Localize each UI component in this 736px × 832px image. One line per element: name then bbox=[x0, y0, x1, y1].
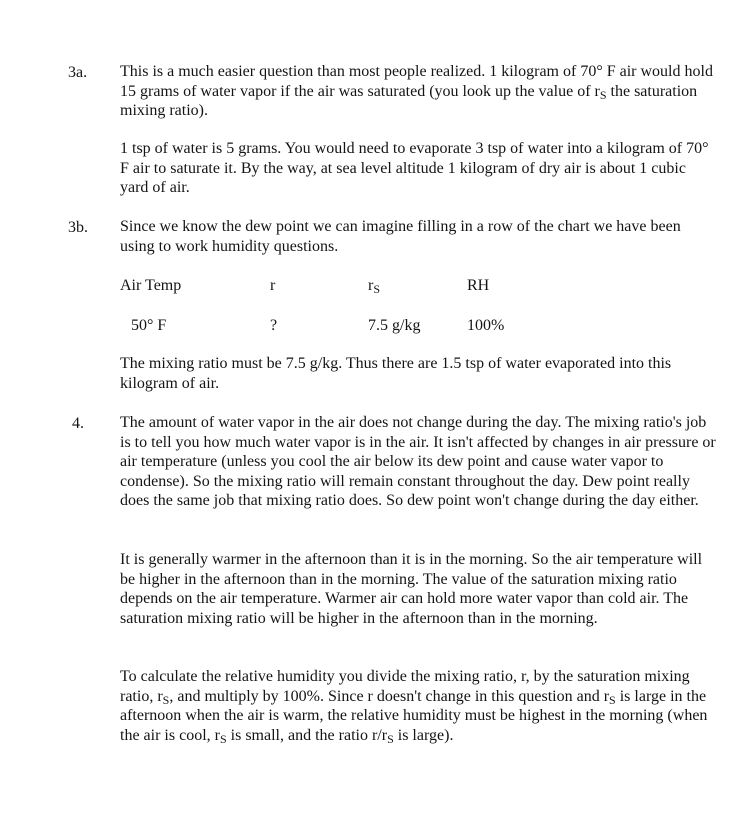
answer-4-p3-text-3: is large in the afternoon when the air is warm, the relative humidity must be highest in the morning (when the air is cool, r bbox=[120, 687, 708, 744]
answer-4-p3-text-4: is small, and the ratio r/r bbox=[226, 726, 388, 744]
answer-3a-p1-text: This is a much easier question than most people realized. 1 kilogram of 70° F air would hold 15 grams of water vapor if the air was saturated (you look up the value of r bbox=[120, 63, 713, 100]
answer-3b-paragraph-2: The mixing ratio must be 7.5 g/kg. Thus there are 1.5 tsp of water evaporated into this kilogram of air. bbox=[120, 355, 672, 392]
rs-subscript: S bbox=[387, 731, 394, 746]
rs-subscript: S bbox=[162, 692, 170, 707]
rs-subscript: S bbox=[599, 87, 607, 102]
answer-3a-p1-text-end: the saturation mixing ratio). bbox=[120, 82, 698, 119]
answer-4-p3-text-2: , and multiply by 100%. Since r doesn't change in this question and r bbox=[169, 687, 610, 705]
cell-rh: 100% bbox=[467, 317, 505, 334]
answer-3b-paragraph-1: Since we know the dew point we can imagine filling in a row of the chart we have been using to work humidity questions. bbox=[120, 218, 681, 255]
header-rs-subscript: S bbox=[373, 282, 381, 296]
question-number-4: 4. bbox=[72, 415, 84, 432]
header-air-temp: Air Temp bbox=[120, 277, 182, 294]
answer-3a-paragraph-2: 1 tsp of water is 5 grams. You would need to evaporate 3 tsp of water into a kilogram of 70° F air to saturate it. By the way, at sea level altitude 1 kilogram of dry air is about 1 cubic yard of air. bbox=[120, 140, 709, 196]
answer-3a-paragraph-1 bbox=[120, 62, 716, 121]
rs-subscript: S bbox=[219, 731, 227, 746]
header-r: r bbox=[270, 277, 276, 294]
header-rs-base: r bbox=[368, 277, 374, 294]
answer-4-p3-text-1: To calculate the relative humidity you divide the mixing ratio, r, by the saturation mixing ratio, r bbox=[120, 668, 690, 705]
header-rs bbox=[368, 276, 380, 295]
question-number-3b: 3b. bbox=[68, 219, 88, 236]
cell-rs: 7.5 g/kg bbox=[368, 317, 421, 334]
rs-subscript: S bbox=[609, 692, 616, 707]
answer-4-paragraph-1: The amount of water vapor in the air does not change during the day. The mixing ratio's job is to tell you how much water vapor is in the air. It isn't affected by changes in air pressure or air temperature (unless you cool the air below its dew point and cause water vapor to condense). So the mixing ratio will remain constant throughout the day. Dew point really does the same job that mixing ratio does. So dew point won't change during the day either. bbox=[120, 414, 716, 509]
question-number-3a: 3a. bbox=[68, 64, 88, 81]
answer-4-paragraph-3 bbox=[120, 667, 716, 745]
answer-4-paragraph-2: It is generally warmer in the afternoon than it is in the morning. So the air temperature will be higher in the afternoon than in the morning. The value of the saturation mixing ratio depends on the air temperature. Warmer air can hold more water vapor than cold air. The saturation mixing ratio will be higher in the afternoon than in the morning. bbox=[120, 551, 703, 627]
header-rh: RH bbox=[467, 277, 490, 294]
humidity-chart bbox=[120, 276, 680, 336]
answer-4-p3-text-5: is large). bbox=[393, 726, 454, 744]
cell-air-temp: 50° F bbox=[131, 317, 167, 334]
cell-r: ? bbox=[270, 317, 278, 334]
